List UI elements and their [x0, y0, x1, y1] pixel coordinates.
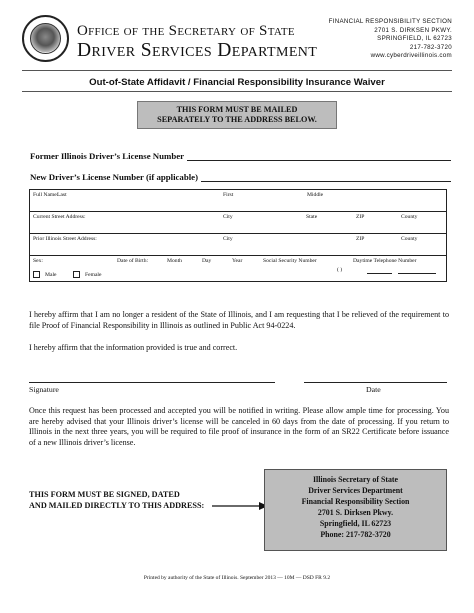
first-name-field[interactable]: First	[223, 192, 234, 198]
signature-label: Signature	[29, 385, 59, 394]
office-title: Office of the Secretary of State	[77, 23, 295, 39]
date-label: Date	[366, 385, 381, 394]
male-label: Male	[45, 271, 57, 278]
dob-label: Date of Birth:	[117, 258, 149, 264]
mailing-address-line: Springfield, IL 62723	[319, 519, 392, 528]
former-license-row	[30, 149, 451, 161]
prior-address-field[interactable]: Prior Illinois Street Address:	[33, 236, 97, 242]
sign-instruction-line: THIS FORM MUST BE SIGNED, DATED	[29, 490, 180, 499]
mailing-address-phone: Phone: 217-782-3720	[320, 530, 391, 539]
mailing-address-box	[264, 469, 447, 551]
applicant-info-grid	[29, 189, 447, 282]
current-city-field[interactable]: City	[223, 214, 233, 220]
male-option[interactable]	[33, 271, 57, 278]
new-license-row	[30, 170, 451, 182]
dob-day-field[interactable]: Day	[202, 258, 212, 264]
prior-county-field[interactable]: County	[401, 236, 418, 242]
affirmation-truth: I hereby affirm that the information provided is true and correct.	[29, 343, 238, 352]
ssn-field[interactable]: Social Security Number	[263, 258, 317, 264]
mail-notice-line: THIS FORM MUST BE MAILED	[176, 105, 298, 114]
prior-city-field[interactable]: City	[223, 236, 233, 242]
sex-label: Sex:	[33, 258, 43, 264]
former-license-label: Former Illinois Driver’s License Number	[30, 151, 185, 161]
personal-info-row	[30, 256, 446, 283]
address-line: SPRINGFIELD, IL 62723	[377, 35, 452, 43]
current-zip-field[interactable]: ZIP	[356, 214, 365, 220]
female-option[interactable]	[73, 271, 101, 278]
new-license-label: New Driver’s License Number (if applicable)	[30, 172, 199, 182]
divider	[22, 70, 452, 71]
sign-instruction	[29, 489, 204, 511]
name-row	[30, 190, 446, 212]
prior-zip-field[interactable]: ZIP	[356, 236, 365, 242]
header-address	[329, 18, 452, 61]
state-seal-icon	[22, 15, 69, 62]
right-arrow-icon	[212, 500, 268, 512]
divider	[22, 91, 452, 92]
phone-area-code-field[interactable]: ( )	[337, 267, 343, 273]
department-title: Driver Services Department	[77, 40, 318, 61]
current-state-field[interactable]: State	[306, 214, 318, 220]
affirmation-residency: I hereby affirm that I am no longer a resident of the State of Illinois, and I am requesting that I be relieved of the requirement to file Proof of Financial Responsibility in Illinois as outlined in Public Act 94-0224.	[29, 310, 449, 330]
address-line: FINANCIAL RESPONSIBILITY SECTION	[328, 18, 452, 25]
phone-prefix-field[interactable]	[367, 268, 392, 274]
processing-notice: Once this request has been processed and accepted you will be notified in writing. Please allow ample time for processing. You are hereby advised that your Illinois driver’s license will be canceled in 60 days from the date of processing. If you return to Illinois in the next three years, you will be required to file proof of insurance in the form of an SR22 Certificate before issuance of a new Illinois driver’s license.	[29, 406, 449, 447]
mailing-address-line: Illinois Secretary of State	[312, 475, 399, 484]
male-checkbox[interactable]	[33, 271, 40, 278]
current-county-field[interactable]: County	[401, 214, 418, 220]
address-line: 2701 S. DIRKSEN PKWY.	[374, 26, 452, 34]
last-name-field[interactable]: Last	[57, 192, 67, 198]
mailing-address-line: Financial Responsibility Section	[301, 497, 410, 506]
website-link[interactable]: www.cyberdriveillinois.com	[370, 52, 452, 60]
dob-month-field[interactable]: Month	[167, 258, 182, 264]
current-address-row	[30, 212, 446, 234]
current-address-field[interactable]: Current Street Address:	[33, 214, 86, 220]
mail-notice-box	[137, 101, 337, 129]
mail-notice-line: SEPARATELY TO THE ADDRESS BELOW.	[157, 115, 317, 124]
female-checkbox[interactable]	[73, 271, 80, 278]
phone-line-field[interactable]	[398, 268, 436, 274]
middle-name-field[interactable]: Middle	[307, 192, 324, 198]
mailing-address-line: Driver Services Department	[308, 486, 403, 495]
dob-year-field[interactable]: Year	[232, 258, 243, 264]
form-title: Out-of-State Affidavit / Financial Responsibility Insurance Waiver	[89, 77, 385, 88]
address-line: 217-782-3720	[409, 43, 452, 51]
phone-label: Daytime Telephone Number	[353, 258, 417, 264]
mailing-address-line: 2701 S. Dirksen Pkwy.	[317, 508, 394, 517]
former-license-field[interactable]	[187, 152, 451, 161]
footer-print-note: Printed by authority of the State of Illinois. September 2013 — 10M — DSD FR 9.2	[143, 575, 331, 581]
signature-field[interactable]	[29, 382, 275, 383]
date-field[interactable]	[304, 382, 447, 383]
female-label: Female	[85, 271, 102, 278]
prior-address-row	[30, 234, 446, 256]
sign-instruction-line: AND MAILED DIRECTLY TO THIS ADDRESS:	[29, 501, 205, 510]
new-license-field[interactable]	[201, 173, 451, 182]
full-name-label: Full Name:	[33, 192, 59, 198]
